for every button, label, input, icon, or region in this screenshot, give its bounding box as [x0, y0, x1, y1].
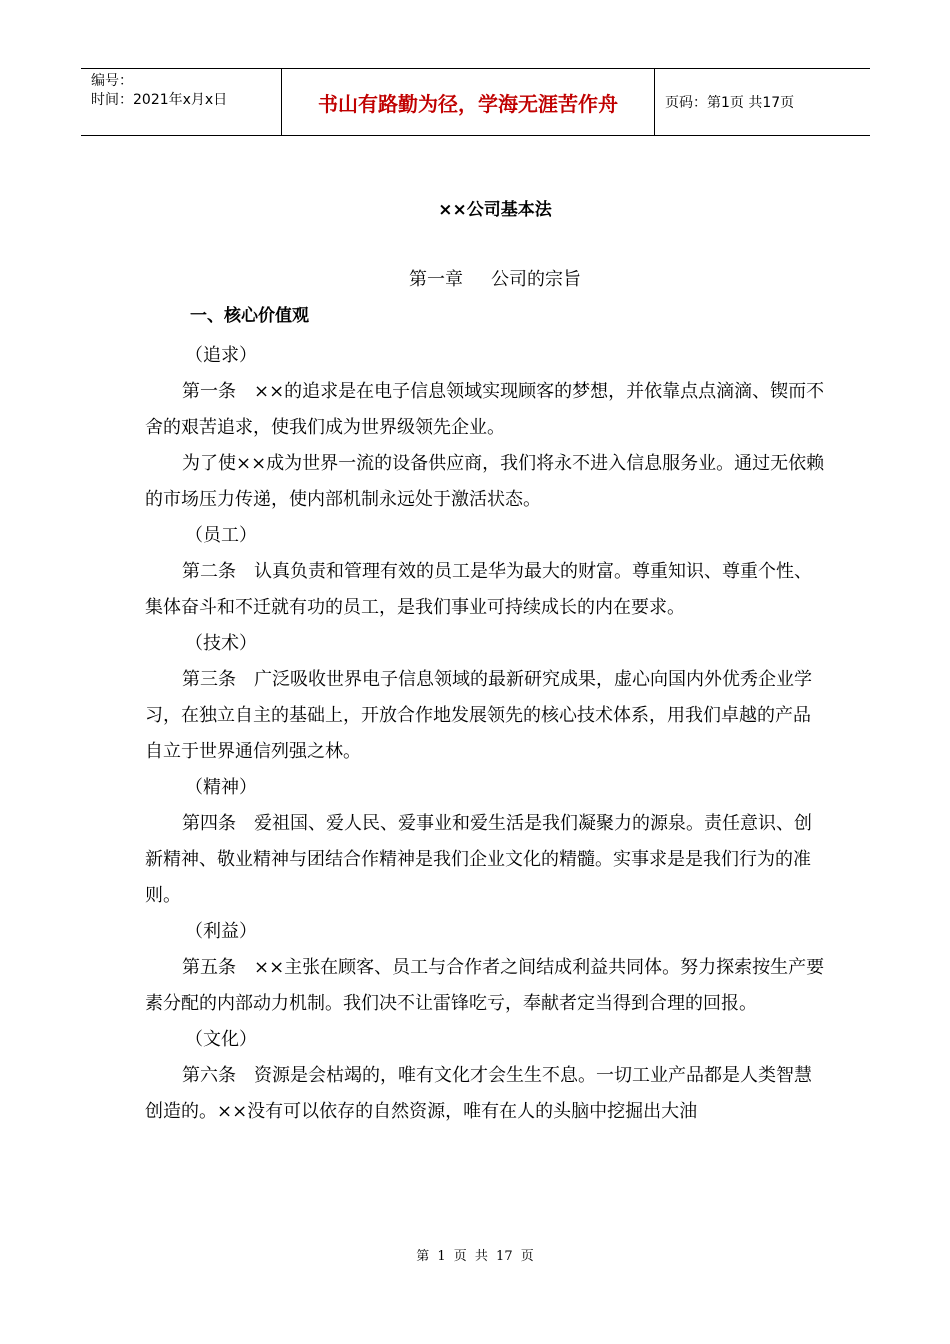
paragraph: [145, 446, 825, 518]
subsection-label: （利益）: [185, 921, 257, 942]
subsection-label: （追求）: [185, 345, 257, 366]
article-number: 第四条: [182, 813, 236, 834]
article-text: 广泛吸收世界电子信息领域的最新研究成果，虚心向国内外优秀企业学习，在独立自主的基础上，开放合作地发展领先的核心技术体系，用我们卓越的产品自立于世界通信列强之林。: [145, 669, 812, 762]
chapter-number: 第一章: [409, 269, 463, 290]
header-page-info: 页码：第1页 共17页: [665, 95, 795, 111]
article-text: ××主张在顾客、员工与合作者之间结成利益共同体。努力探索按生产要素分配的内部动力机制。我们决不让雷锋吃亏，奉献者定当得到合理的回报。: [145, 957, 825, 1014]
subsection-label: （员工）: [185, 525, 257, 546]
paragraph-text: 为了使××成为世界一流的设备供应商，我们将永不进入信息服务业。通过无依赖的市场压力传递，使内部机制永远处于激活状态。: [145, 453, 825, 510]
subsection-label: （文化）: [185, 1029, 257, 1050]
chapter-heading: [0, 265, 950, 291]
document-body: [145, 302, 825, 1130]
document-time: 时间：2021年x月x日: [91, 92, 228, 108]
article-text: 认真负责和管理有效的员工是华为最大的财富。尊重知识、尊重个性、集体奋斗和不迁就有功的员工，是我们事业可持续成长的内在要求。: [145, 561, 812, 618]
document-title: ××公司基本法: [438, 200, 552, 220]
header-motto: 书山有路勤为径，学海无涯苦作舟: [282, 69, 655, 135]
header-meta: [81, 69, 282, 135]
article-text: 爱祖国、爱人民、爱事业和爱生活是我们凝聚力的源泉。责任意识、创新精神、敬业精神与团结合作精神是我们企业文化的精髓。实事求是是我们行为的准则。: [145, 813, 812, 906]
article-number: 第五条: [182, 957, 236, 978]
section-heading: 一、核心价值观: [190, 306, 309, 326]
article-paragraph: [145, 662, 825, 770]
subsection-label: （精神）: [185, 777, 257, 798]
article-text: 资源是会枯竭的，唯有文化才会生生不息。一切工业产品都是人类智慧创造的。××没有可以依存的自然资源，唯有在人的头脑中挖掘出大油: [145, 1065, 812, 1122]
page-footer: 第 1 页 共 17 页: [416, 1249, 534, 1264]
article-paragraph: [145, 1058, 825, 1130]
page-header: [81, 68, 870, 136]
article-number: 第六条: [182, 1065, 236, 1086]
document-number-label: 编号：: [91, 73, 133, 89]
article-paragraph: [145, 950, 825, 1022]
article-number: 第三条: [182, 669, 236, 690]
article-paragraph: [145, 806, 825, 914]
article-paragraph: [145, 374, 825, 446]
subsection-label: （技术）: [185, 633, 257, 654]
article-text: ××的追求是在电子信息领域实现顾客的梦想，并依靠点点滴滴、锲而不舍的艰苦追求，使我们成为世界级领先企业。: [145, 381, 825, 438]
article-paragraph: [145, 554, 825, 626]
article-number: 第一条: [182, 381, 236, 402]
chapter-title: 公司的宗旨: [491, 269, 581, 290]
article-number: 第二条: [182, 561, 236, 582]
